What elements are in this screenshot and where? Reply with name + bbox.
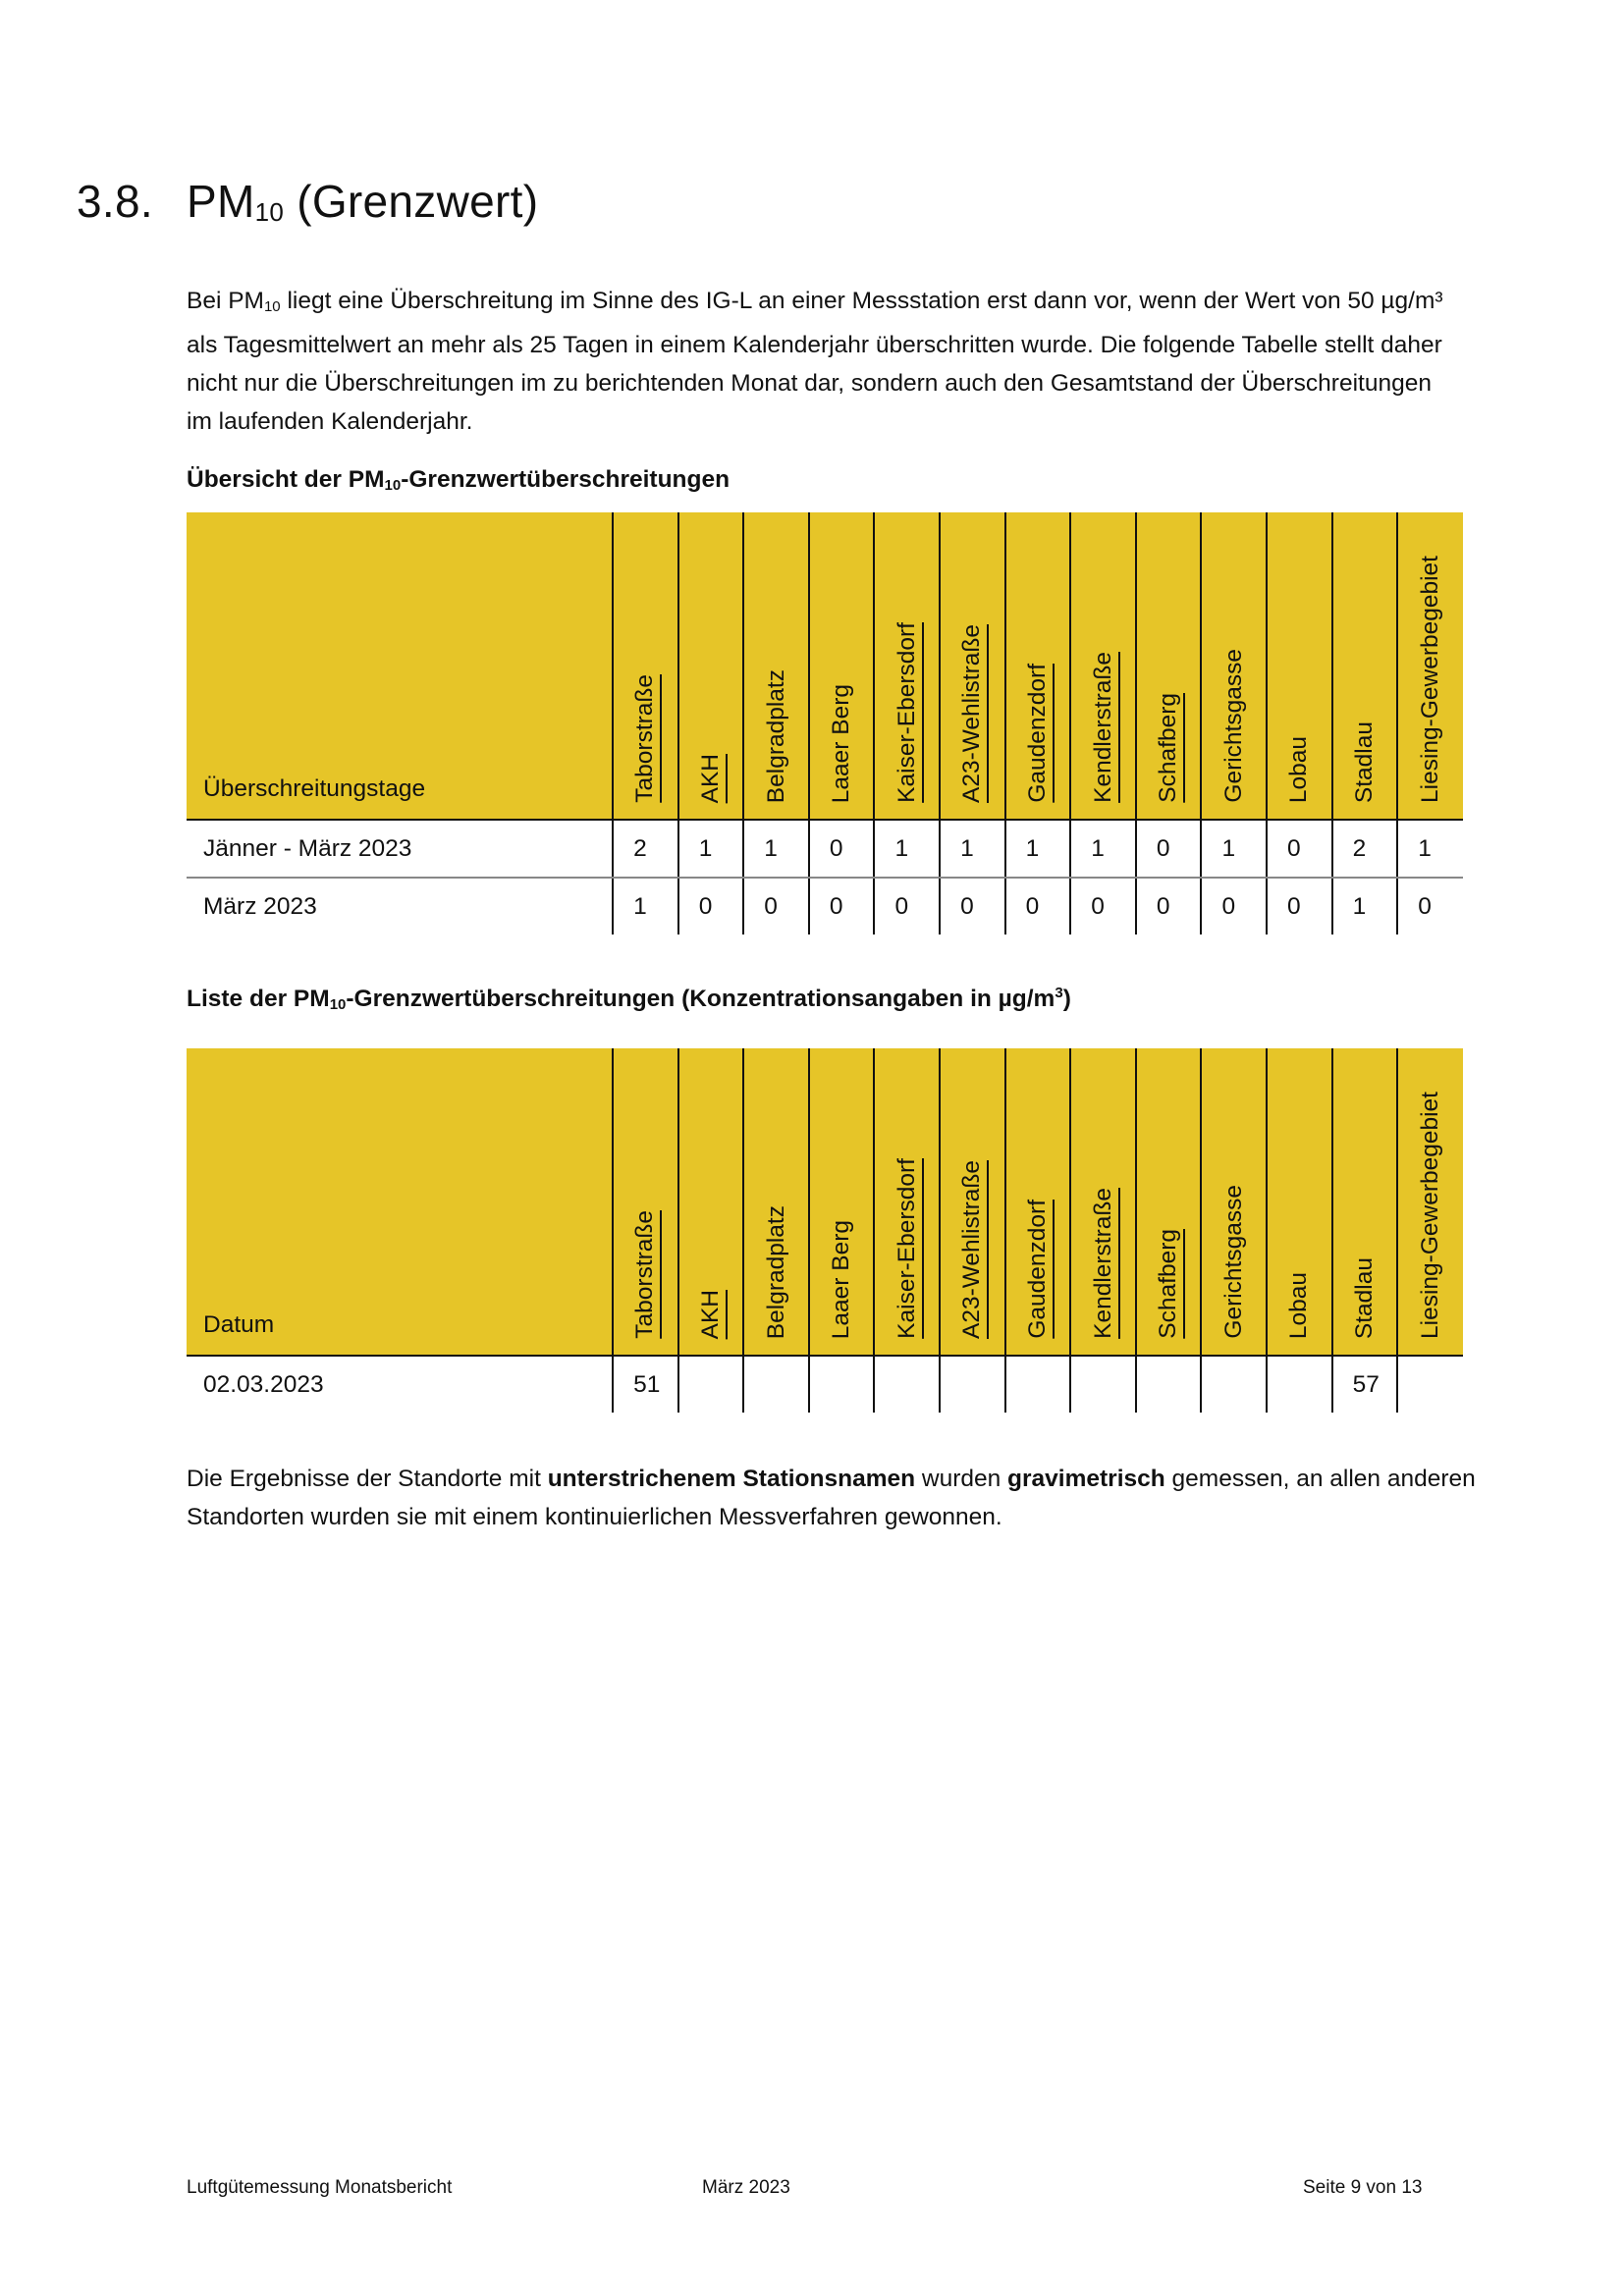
value-cell: 0 <box>678 878 744 934</box>
station-name: A23-Wehlistraße <box>958 623 986 803</box>
caption-text: ) <box>1062 986 1071 1012</box>
table1-caption <box>187 466 730 494</box>
value-cell: 0 <box>1136 820 1202 878</box>
note-bold: gravimetrisch <box>1007 1466 1165 1492</box>
note-text: gemessen, an allen anderen <box>1164 1466 1476 1492</box>
value-cell: 0 <box>1267 878 1332 934</box>
value-cell: 0 <box>809 820 875 878</box>
value-cell: 0 <box>874 878 940 934</box>
station-name: A23-Wehlistraße <box>958 1159 986 1339</box>
section-heading <box>77 175 538 228</box>
station-header <box>1070 512 1136 820</box>
station-header <box>1136 1048 1202 1356</box>
intro-line: im laufenden Kalenderjahr. <box>187 408 473 435</box>
value-cell: 1 <box>940 820 1005 878</box>
value-cell: 0 <box>1136 878 1202 934</box>
exceedance-overview-table <box>187 512 1463 934</box>
station-name: Gaudenzdorf <box>1023 664 1051 803</box>
exceedance-list-table <box>187 1048 1463 1413</box>
station-name: Kendlerstraße <box>1089 652 1116 803</box>
value-cell: 0 <box>1070 878 1136 934</box>
station-name: Taborstraße <box>631 1210 659 1339</box>
value-cell <box>874 1356 940 1413</box>
station-name: Kendlerstraße <box>1089 1188 1116 1339</box>
station-header <box>1005 1048 1071 1356</box>
station-name: Stadlau <box>1350 1256 1378 1339</box>
station-name: Lobau <box>1285 1271 1313 1339</box>
value-cell: 1 <box>743 820 809 878</box>
station-name: Lobau <box>1285 735 1313 803</box>
station-header <box>678 512 744 820</box>
caption-text: Liste der PM <box>187 986 330 1012</box>
value-cell: 1 <box>1332 878 1398 934</box>
station-name: Belgradplatz <box>762 1204 789 1339</box>
station-name: Kaiser-Ebersdorf <box>893 622 920 803</box>
value-cell: 0 <box>1397 878 1463 934</box>
station-name: AKH <box>696 1289 724 1339</box>
value-cell: 57 <box>1332 1356 1398 1413</box>
value-cell: 1 <box>874 820 940 878</box>
station-name: Kaiser-Ebersdorf <box>893 1158 920 1339</box>
station-header <box>1005 512 1071 820</box>
value-cell: 2 <box>613 820 678 878</box>
station-header <box>940 1048 1005 1356</box>
station-name: Schafberg <box>1155 1229 1182 1339</box>
caption-superscript: 3 <box>1055 985 1063 1001</box>
station-name: Stadlau <box>1350 721 1378 803</box>
intro-line: nicht nur die Überschreitungen im zu berichtenden Monat dar, sondern auch den Gesamtstand der Überschreitungen <box>187 370 1432 397</box>
value-cell: 0 <box>743 878 809 934</box>
intro-line: als Tagesmittelwert an mehr als 25 Tagen in einem Kalenderjahr überschritten wurde. Die folgende Tabelle stellt daher <box>187 332 1442 358</box>
footer-left: Luftgütemessung Monatsbericht <box>187 2177 453 2198</box>
station-header <box>613 512 678 820</box>
station-header <box>1070 1048 1136 1356</box>
section-number: 3.8. <box>77 176 153 227</box>
value-cell <box>1201 1356 1267 1413</box>
station-name: Belgradplatz <box>762 668 789 803</box>
method-note <box>187 1460 1476 1536</box>
station-header <box>1136 512 1202 820</box>
section-title-subscript: 10 <box>254 197 285 227</box>
station-name: Liesing-Gewerbegebiet <box>1417 1092 1444 1339</box>
station-name: Laaer Berg <box>828 1219 855 1339</box>
value-cell: 1 <box>1005 820 1071 878</box>
value-cell <box>678 1356 744 1413</box>
intro-text: liegt eine Überschreitung im Sinne des IG-L an einer Messstation erst dann vor, wenn der Wert von 50 µg/m³ <box>280 288 1443 314</box>
station-header <box>743 512 809 820</box>
station-header <box>1397 512 1463 820</box>
footer-center: März 2023 <box>702 2177 790 2198</box>
station-name: Taborstraße <box>631 674 659 803</box>
value-cell <box>1136 1356 1202 1413</box>
station-header <box>874 512 940 820</box>
station-name: Liesing-Gewerbegebiet <box>1417 556 1444 803</box>
station-header <box>1267 512 1332 820</box>
value-cell <box>1397 1356 1463 1413</box>
value-cell: 0 <box>809 878 875 934</box>
station-header <box>678 1048 744 1356</box>
value-cell <box>1070 1356 1136 1413</box>
station-name: Schafberg <box>1155 693 1182 803</box>
station-name: Laaer Berg <box>828 683 855 803</box>
intro-paragraph <box>187 282 1463 441</box>
station-header <box>1332 1048 1398 1356</box>
station-name: Gaudenzdorf <box>1023 1200 1051 1339</box>
note-bold: unterstrichenem Stationsnamen <box>547 1466 916 1492</box>
note-line: Standorten wurden sie mit einem kontinuierlichen Messverfahren gewonnen. <box>187 1504 1002 1530</box>
row-label: 02.03.2023 <box>203 1370 324 1398</box>
row-label: Jänner - März 2023 <box>187 820 613 878</box>
value-cell: 1 <box>1070 820 1136 878</box>
station-header <box>613 1048 678 1356</box>
value-cell: 0 <box>940 878 1005 934</box>
caption-subscript: 10 <box>384 477 402 494</box>
station-header <box>809 1048 875 1356</box>
station-header <box>1267 1048 1332 1356</box>
section-title-rest: (Grenzwert) <box>284 176 539 227</box>
intro-line <box>187 282 1463 326</box>
station-header <box>940 512 1005 820</box>
value-cell: 2 <box>1332 820 1398 878</box>
row-label: März 2023 <box>203 892 317 920</box>
caption-text: -Grenzwertüberschreitungen <box>401 466 731 493</box>
station-name: AKH <box>696 753 724 803</box>
section-title-main: PM <box>187 176 255 227</box>
value-cell <box>743 1356 809 1413</box>
value-cell: 0 <box>1267 820 1332 878</box>
value-cell <box>1005 1356 1071 1413</box>
table2-caption <box>187 985 1071 1013</box>
station-header <box>809 512 875 820</box>
caption-text: Übersicht der PM <box>187 466 385 493</box>
note-line <box>187 1460 1476 1498</box>
value-cell: 0 <box>1201 878 1267 934</box>
value-cell: 1 <box>678 820 744 878</box>
row-header-label: Überschreitungstage <box>187 512 613 820</box>
station-header <box>1201 1048 1267 1356</box>
table-row <box>187 820 1463 878</box>
note-text: Die Ergebnisse der Standorte mit <box>187 1466 548 1492</box>
row-header-label: Datum <box>187 1048 613 1356</box>
station-header <box>874 1048 940 1356</box>
station-header <box>1397 1048 1463 1356</box>
value-cell <box>809 1356 875 1413</box>
station-name: Gerichtsgasse <box>1219 1185 1247 1339</box>
value-cell: 51 <box>613 1356 678 1413</box>
station-header <box>743 1048 809 1356</box>
intro-subscript: 10 <box>263 298 281 315</box>
caption-text: -Grenzwertüberschreitungen (Konzentrationsangaben in µg/m <box>346 986 1056 1012</box>
value-cell: 1 <box>1397 820 1463 878</box>
footer-right: Seite 9 von 13 <box>1303 2177 1423 2198</box>
note-text: wurden <box>915 1466 1008 1492</box>
value-cell <box>1267 1356 1332 1413</box>
station-header <box>1332 512 1398 820</box>
table-row <box>187 1356 1463 1413</box>
station-name: Gerichtsgasse <box>1219 649 1247 803</box>
station-header <box>1201 512 1267 820</box>
value-cell: 1 <box>613 878 678 934</box>
caption-subscript: 10 <box>329 996 347 1013</box>
value-cell: 1 <box>1201 820 1267 878</box>
table-row <box>187 878 1463 934</box>
intro-text: Bei PM <box>187 288 264 314</box>
value-cell <box>940 1356 1005 1413</box>
value-cell: 0 <box>1005 878 1071 934</box>
